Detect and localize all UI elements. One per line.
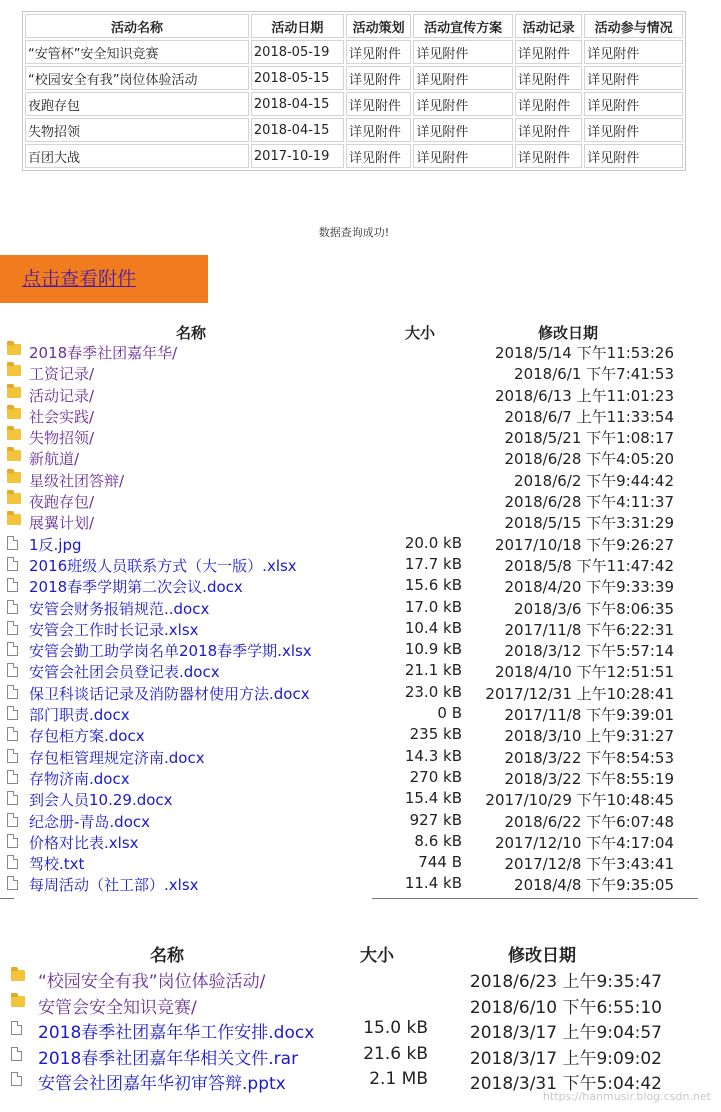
folder-row	[0, 468, 700, 489]
file-icon	[7, 706, 18, 720]
modified-date: 2018/5/8 下午11:47:42	[504, 556, 674, 575]
file-size: 235 kB	[409, 725, 462, 744]
header-size[interactable]: 大小	[405, 324, 436, 342]
modified-date: 2018/6/13 上午11:01:23	[494, 386, 674, 405]
attachment-ref-cell: 详见附件	[413, 144, 513, 168]
folder-link[interactable]: 展翼计划/	[29, 514, 95, 533]
modified-date: 2017/10/18 下午9:26:27	[494, 535, 674, 554]
file-size: 8.6 kB	[414, 831, 462, 850]
file-icon	[7, 600, 18, 614]
activity-date-cell: 2018-04-15	[251, 92, 344, 116]
col-activity-participation: 活动参与情况	[584, 14, 683, 38]
col-activity-plan: 活动策划	[346, 14, 411, 38]
file-size: 15.4 kB	[404, 789, 462, 808]
file-icon	[7, 642, 18, 656]
modified-date: 2018/6/7 上午11:33:54	[504, 407, 674, 426]
modified-date: 2018/6/2 下午9:44:42	[514, 471, 674, 490]
attachment-ref-cell: 详见附件	[515, 66, 582, 90]
modified-date: 2017/12/31 上午10:28:41	[485, 684, 674, 703]
folder-row	[0, 383, 700, 404]
file-size: 744 B	[418, 853, 462, 872]
file-link[interactable]: 2018春季社团嘉年华工作安排.docx	[38, 1023, 315, 1044]
attachment-ref-cell: 详见附件	[346, 144, 411, 168]
folder-link[interactable]: 夜跑存包/	[29, 493, 95, 512]
attachment-ref-cell: 详见附件	[346, 66, 411, 90]
modified-date: 2017/11/8 下午9:39:01	[504, 706, 674, 725]
file-icon	[7, 876, 18, 890]
modified-date: 2018/4/10 下午12:51:51	[494, 663, 674, 682]
activity-name-cell: “安管杯”安全知识竞赛	[25, 40, 249, 64]
modified-date: 2018/3/12 下午5:57:14	[504, 642, 674, 661]
watermark: https://hanmusir.blog.csdn.net	[542, 1090, 711, 1103]
folder-icon	[7, 450, 21, 461]
file-row	[0, 681, 700, 702]
col-activity-name: 活动名称	[25, 14, 249, 38]
file-icon	[7, 855, 18, 869]
folder-row	[0, 446, 700, 467]
file-row	[0, 638, 700, 659]
folder-link[interactable]: 新航道/	[29, 450, 80, 469]
modified-date: 2018/4/8 下午9:35:05	[514, 876, 674, 895]
attachment-ref-cell: 详见附件	[584, 118, 683, 142]
file-icon	[11, 1021, 22, 1035]
file-icon	[7, 557, 18, 571]
file-row	[0, 723, 700, 744]
activity-date-cell: 2018-05-15	[251, 66, 344, 90]
folder-link[interactable]: 2018春季社团嘉年华/	[29, 344, 178, 362]
header-name[interactable]: 名称	[176, 324, 207, 342]
folder-link[interactable]: 工资记录/	[29, 365, 95, 384]
file-icon	[7, 621, 18, 635]
file-link[interactable]: 安管会财务报销规范..docx	[29, 599, 210, 618]
modified-date: 2018/3/22 下午8:54:53	[504, 748, 674, 767]
file-link[interactable]: 部门职责.docx	[29, 706, 130, 725]
listing-header	[0, 322, 700, 340]
file-size: 15.6 kB	[404, 576, 462, 595]
file-icon	[7, 727, 18, 741]
modified-date: 2017/10/29 下午10:48:45	[485, 791, 674, 810]
file-link[interactable]: 价格对比表.xlsx	[29, 833, 139, 852]
folder-row	[0, 340, 700, 361]
activity-date-cell: 2017-10-19	[251, 144, 344, 168]
file-link[interactable]: 2016班级人员联系方式（大一版）.xlsx	[29, 556, 297, 575]
col-activity-record: 活动记录	[515, 14, 582, 38]
modified-date: 2018/6/28 下午4:11:37	[504, 493, 674, 512]
modified-date: 2018/6/28 下午4:05:20	[504, 450, 674, 469]
folder-link[interactable]: 失物招领/	[29, 429, 95, 448]
attachment-ref-cell: 详见附件	[515, 40, 582, 64]
header-name[interactable]: 名称	[150, 946, 184, 966]
file-link[interactable]: 存包柜管理规定济南.docx	[29, 748, 205, 767]
file-size: 23.0 kB	[404, 682, 462, 701]
file-icon	[7, 791, 18, 805]
header-size[interactable]: 大小	[360, 946, 394, 966]
file-icon	[7, 770, 18, 784]
folder-icon	[7, 514, 21, 525]
file-listing-2	[0, 941, 700, 1093]
file-link[interactable]: 2018春季社团嘉年华相关文件.rar	[38, 1048, 299, 1069]
attachment-ref-cell: 详见附件	[413, 40, 513, 64]
file-icon	[7, 813, 18, 827]
file-icon	[7, 536, 18, 550]
folder-row	[0, 425, 700, 446]
folder-icon	[7, 365, 21, 376]
file-row	[0, 659, 700, 680]
file-icon	[7, 578, 18, 592]
file-row	[0, 787, 700, 808]
file-size: 17.7 kB	[404, 554, 462, 573]
file-row	[0, 1016, 700, 1042]
folder-icon	[7, 429, 21, 440]
activity-row	[25, 40, 683, 64]
modified-date: 2018/3/17 上午9:09:02	[469, 1048, 662, 1069]
file-icon	[11, 1047, 22, 1061]
activity-date-cell: 2018-04-15	[251, 118, 344, 142]
modified-date: 2018/3/10 上午9:31:27	[504, 727, 674, 746]
file-row	[0, 553, 700, 574]
file-icon	[7, 663, 18, 677]
file-listing-1	[0, 322, 700, 894]
file-link[interactable]: 安管会勤工助学岗名单2018春季学期.xlsx	[29, 642, 312, 661]
folder-link[interactable]: “校园安全有我”岗位体验活动/	[38, 972, 266, 992]
activity-row	[25, 144, 683, 168]
file-link[interactable]: 安管会工作时长记录.xlsx	[29, 620, 199, 639]
activity-name-cell: 失物招领	[25, 118, 249, 142]
file-size: 0 B	[437, 704, 462, 723]
modified-date: 2018/5/15 下午3:31:29	[504, 514, 674, 533]
attachment-ref-cell: 详见附件	[346, 118, 411, 142]
modified-date: 2017/11/8 下午6:22:31	[504, 620, 674, 639]
file-link[interactable]: 安管会社团会员登记表.docx	[29, 663, 220, 682]
file-size: 17.0 kB	[404, 597, 462, 616]
activity-name-cell: 夜跑存包	[25, 92, 249, 116]
folder-row	[0, 965, 700, 991]
folder-icon	[7, 472, 21, 483]
folder-link[interactable]: 星级社团答辩/	[29, 471, 125, 490]
file-link[interactable]: 纪念册-青岛.docx	[29, 812, 151, 831]
folder-row	[0, 489, 700, 510]
activity-row	[25, 118, 683, 142]
folder-icon	[7, 493, 21, 504]
file-row	[0, 872, 700, 893]
file-link[interactable]: 驾校.txt	[29, 855, 85, 874]
file-link[interactable]: 1反.jpg	[29, 535, 82, 554]
modified-date: 2017/12/10 下午4:17:04	[494, 833, 674, 852]
folder-icon	[11, 996, 25, 1007]
folder-link[interactable]: 安管会安全知识竞赛/	[38, 997, 197, 1018]
folder-row	[0, 991, 700, 1017]
activity-table	[22, 11, 686, 171]
attachment-ref-cell: 详见附件	[515, 144, 582, 168]
folder-icon	[11, 970, 25, 981]
listing-header	[0, 941, 700, 965]
file-size: 14.3 kB	[404, 746, 462, 765]
file-row	[0, 745, 700, 766]
file-link[interactable]: 保卫科谈话记录及消防器材使用方法.docx	[29, 684, 310, 703]
file-link[interactable]: 安管会社团嘉年华初审答辩.pptx	[38, 1074, 286, 1095]
header-date[interactable]: 修改日期	[538, 324, 599, 342]
file-link[interactable]: 存包柜方案.docx	[29, 727, 145, 746]
col-activity-date: 活动日期	[251, 14, 344, 38]
file-size: 927 kB	[409, 810, 462, 829]
file-row	[0, 574, 700, 595]
file-size: 15.0 kB	[363, 1018, 428, 1039]
modified-date: 2018/4/20 下午9:33:39	[504, 578, 674, 597]
attachment-ref-cell: 详见附件	[413, 92, 513, 116]
modified-date: 2018/3/6 下午8:06:35	[514, 599, 674, 618]
file-size: 11.4 kB	[404, 874, 462, 893]
file-link[interactable]: 2018春季学期第二次会议.docx	[29, 578, 243, 597]
file-row	[0, 702, 700, 723]
file-size: 21.6 kB	[363, 1043, 428, 1064]
query-status: 数据查询成功!	[318, 226, 390, 239]
file-size: 10.9 kB	[404, 640, 462, 659]
folder-icon	[7, 344, 21, 355]
file-row	[0, 809, 700, 830]
file-row	[0, 1042, 700, 1068]
modified-date: 2018/6/10 下午6:55:10	[469, 997, 662, 1018]
file-icon	[11, 1072, 22, 1086]
modified-date: 2018/3/22 下午8:55:19	[504, 769, 674, 788]
attachment-ref-cell: 详见附件	[413, 118, 513, 142]
file-size: 21.1 kB	[404, 661, 462, 680]
file-size: 2.1 MB	[369, 1069, 428, 1090]
activity-name-cell: “校园安全有我”岗位体验活动	[25, 66, 249, 90]
modified-date: 2018/3/31 下午5:04:42	[469, 1074, 662, 1095]
file-icon	[7, 685, 18, 699]
modified-date: 2018/6/1 下午7:41:53	[514, 365, 674, 384]
file-link[interactable]: 每周活动（社工部）.xlsx	[29, 876, 199, 895]
activity-name-cell: 百团大战	[25, 144, 249, 168]
folder-row	[0, 361, 700, 382]
listing-divider	[372, 898, 698, 899]
file-size: 20.0 kB	[404, 533, 462, 552]
header-date[interactable]: 修改日期	[508, 946, 576, 966]
file-icon	[7, 749, 18, 763]
folder-row	[0, 404, 700, 425]
attachment-ref-cell: 详见附件	[346, 40, 411, 64]
file-icon	[7, 834, 18, 848]
activity-header-row	[25, 14, 683, 38]
file-row	[0, 766, 700, 787]
file-row	[0, 617, 700, 638]
folder-link[interactable]: 社会实践/	[29, 407, 95, 426]
modified-date: 2018/5/14 下午11:53:26	[494, 344, 674, 362]
modified-date: 2018/5/21 下午1:08:17	[504, 429, 674, 448]
file-link[interactable]: 存物济南.docx	[29, 769, 130, 788]
folder-icon	[7, 408, 21, 419]
attachment-ref-cell: 详见附件	[515, 118, 582, 142]
folder-row	[0, 510, 700, 531]
folder-link[interactable]: 活动记录/	[29, 386, 95, 405]
attachment-ref-cell: 详见附件	[346, 92, 411, 116]
activity-date-cell: 2018-05-19	[251, 40, 344, 64]
file-link[interactable]: 到会人员10.29.docx	[29, 791, 173, 810]
attachment-ref-cell: 详见附件	[584, 144, 683, 168]
file-row	[0, 532, 700, 553]
modified-date: 2018/3/17 上午9:04:57	[469, 1023, 662, 1044]
modified-date: 2018/6/22 下午6:07:48	[504, 812, 674, 831]
attachment-ref-cell: 详见附件	[515, 92, 582, 116]
file-row	[0, 596, 700, 617]
file-row	[0, 851, 700, 872]
activity-row	[25, 66, 683, 90]
attachment-ref-cell: 详见附件	[413, 66, 513, 90]
file-row	[0, 830, 700, 851]
folder-icon	[7, 387, 21, 398]
modified-date: 2017/12/8 下午3:43:41	[504, 855, 674, 874]
modified-date: 2018/6/23 上午9:35:47	[469, 972, 662, 992]
listing-divider	[0, 898, 14, 899]
view-attachments-link[interactable]: 点击查看附件	[22, 268, 137, 290]
attachment-ref-cell: 详见附件	[584, 66, 683, 90]
attachment-ref-cell: 详见附件	[584, 92, 683, 116]
activity-row	[25, 92, 683, 116]
file-size: 270 kB	[409, 767, 462, 786]
col-activity-promo: 活动宣传方案	[413, 14, 513, 38]
file-size: 10.4 kB	[404, 618, 462, 637]
attachment-ref-cell: 详见附件	[584, 40, 683, 64]
